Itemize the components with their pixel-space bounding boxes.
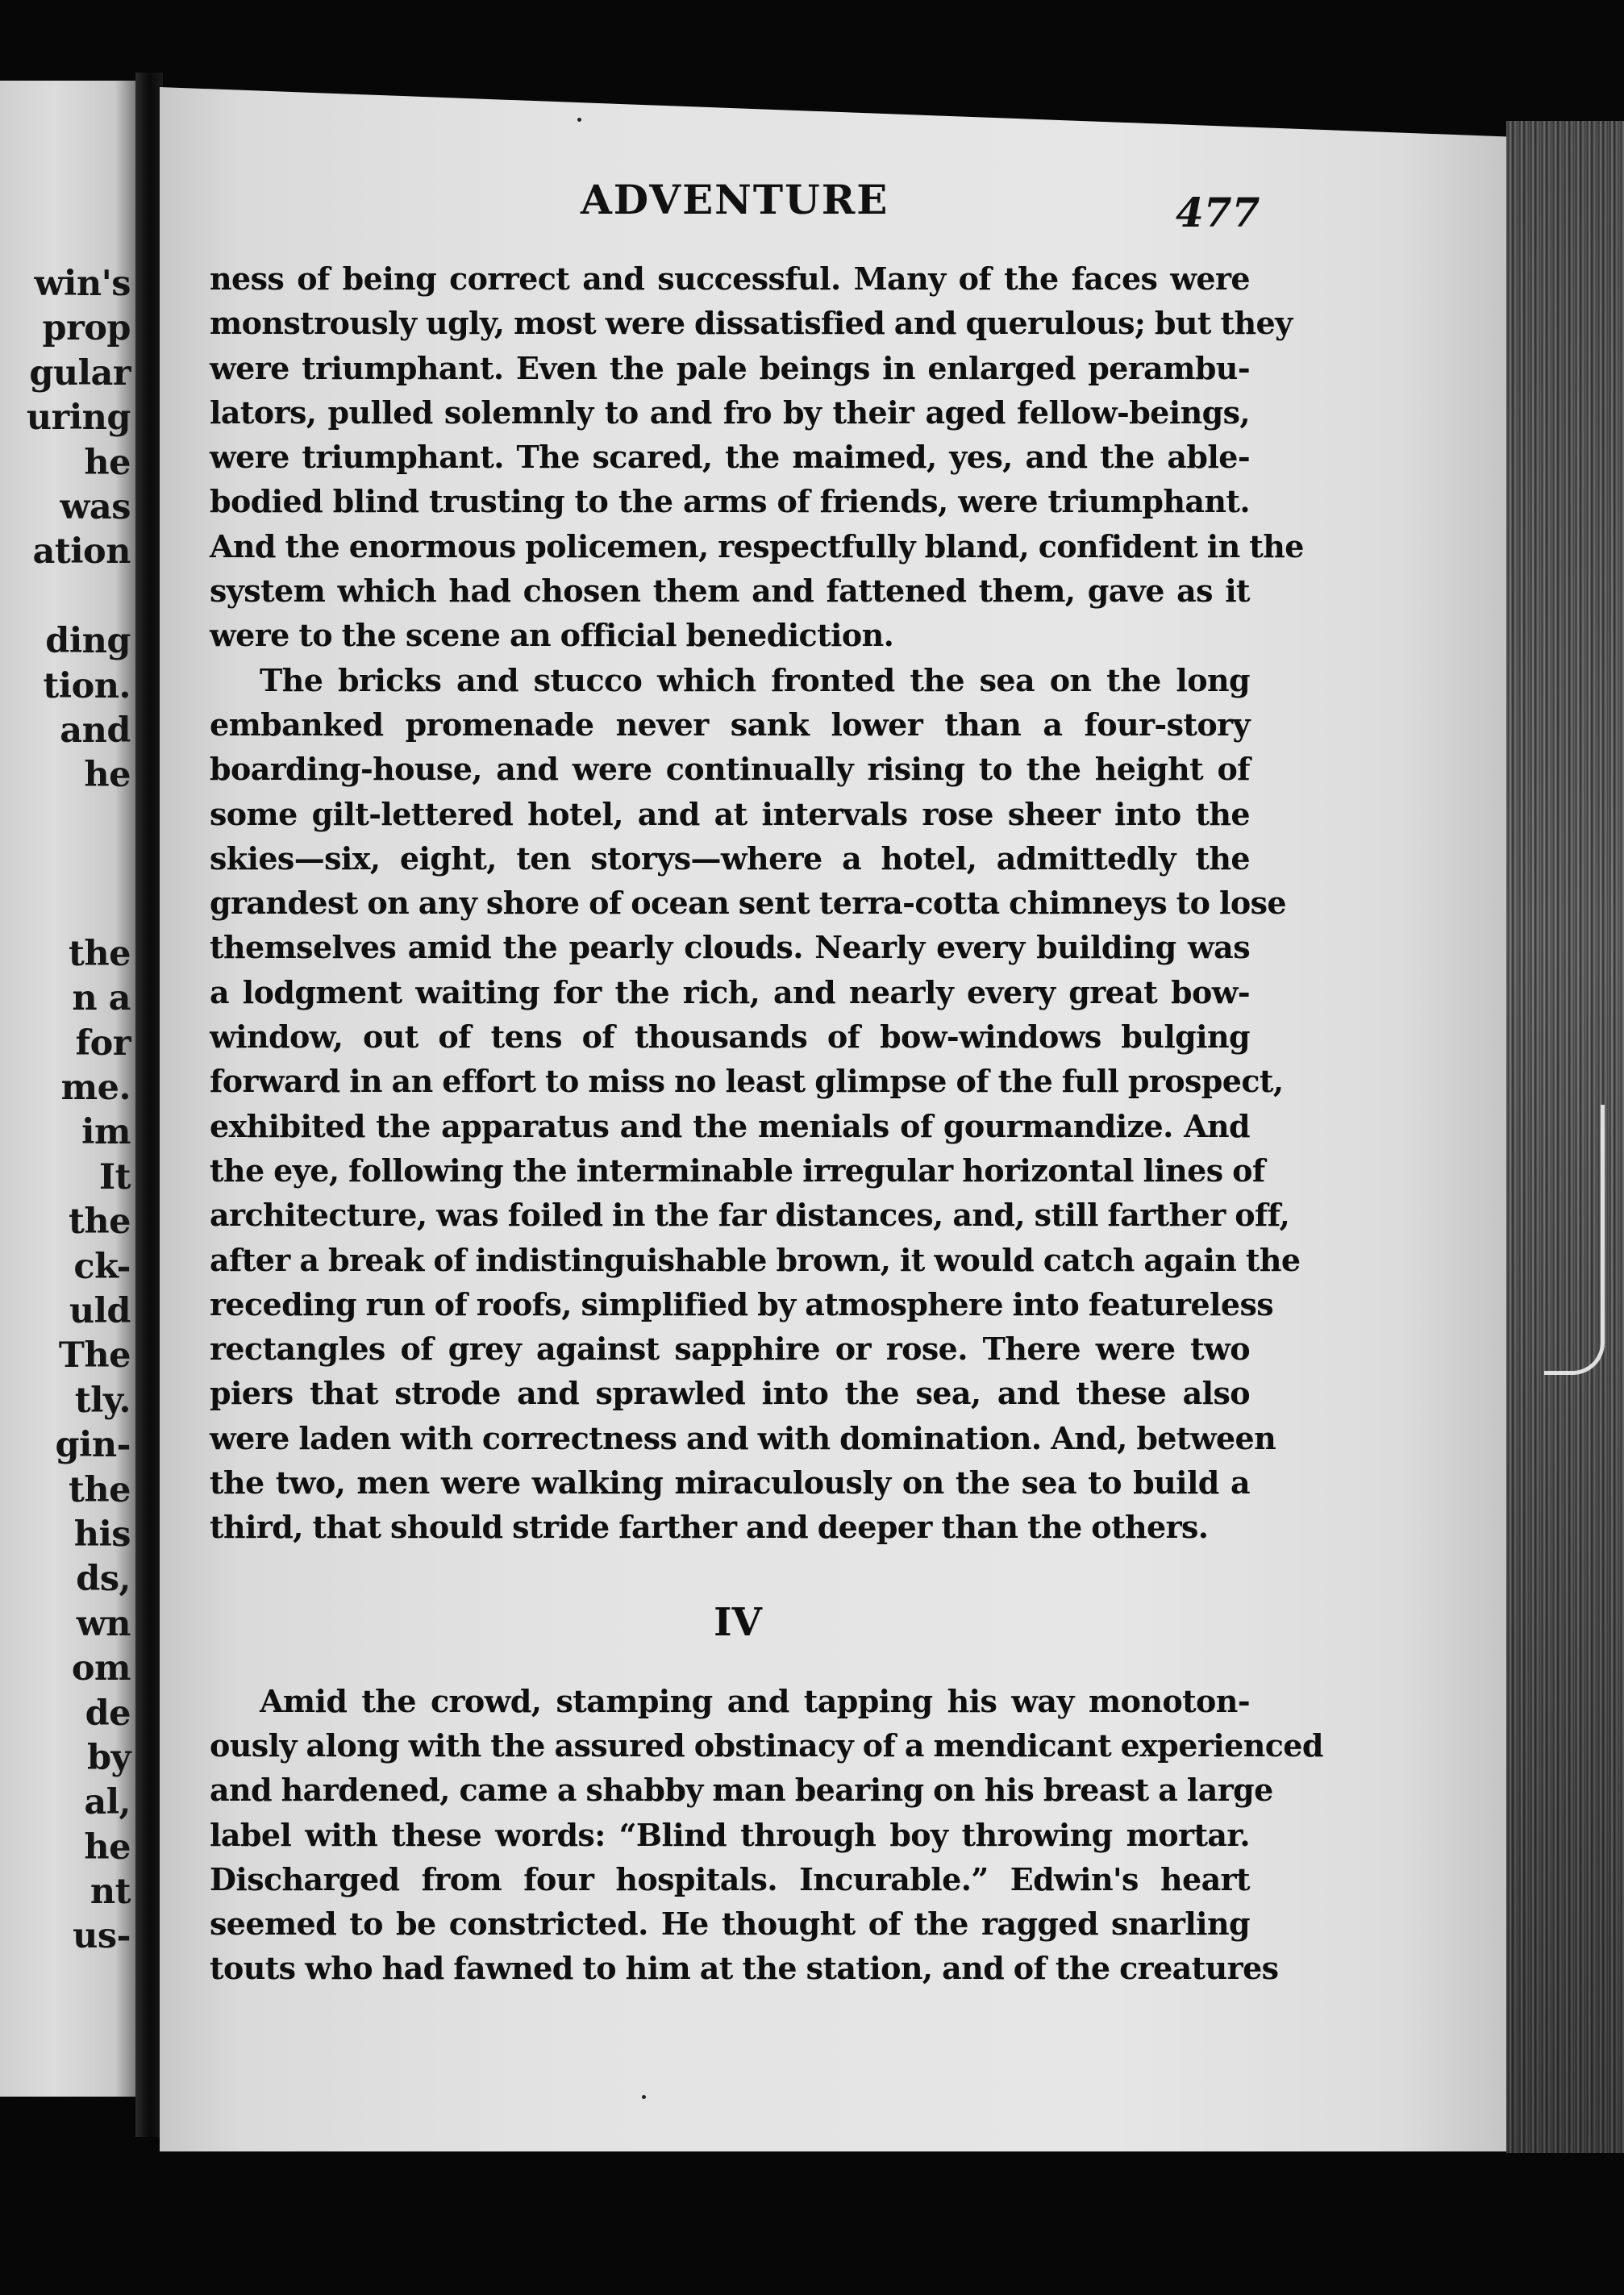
text-line: themselves amid the pearly clouds. Nearly every building was xyxy=(210,929,1250,966)
facing-page-fragment: ding xyxy=(45,621,131,662)
facing-page-fragment: and xyxy=(60,710,131,751)
book-gutter xyxy=(135,73,163,2137)
text-line: ously along with the assured obstinacy of a mendicant experienced xyxy=(210,1726,1323,1764)
facing-page-fragment: It xyxy=(99,1156,131,1197)
paragraph-1 xyxy=(210,256,1304,658)
paragraph-3 xyxy=(210,1679,1323,1991)
facing-page-fragment: gular xyxy=(29,352,131,394)
facing-page-fragments xyxy=(27,262,131,1960)
facing-page-fragment: win's xyxy=(34,264,131,304)
text-line: window, out of tens of thousands of bow-windows bulging xyxy=(210,1018,1250,1056)
facing-page-fragment: he xyxy=(84,755,131,796)
text-line: seemed to be constricted. He thought of the ragged snarling xyxy=(210,1906,1250,1943)
text-line: were triumphant. Even the pale beings in enlarged perambu- xyxy=(210,349,1250,386)
text-line: the eye, following the interminable irregular horizontal lines of xyxy=(210,1152,1265,1189)
speck xyxy=(577,118,581,122)
facing-page-fragment: ck- xyxy=(73,1246,131,1287)
facing-page-fragment: gin- xyxy=(55,1425,131,1466)
facing-page-fragment: ds, xyxy=(76,1559,131,1600)
text-line: and hardened, came a shabby man bearing on his breast a large xyxy=(210,1772,1273,1809)
facing-page-fragment: im xyxy=(81,1112,131,1153)
facing-page-fragment: me. xyxy=(60,1068,131,1109)
facing-page-fragment: al, xyxy=(84,1782,131,1823)
text-line: touts who had fawned to him at the station, and of the creatures xyxy=(210,1950,1279,1987)
text-line: third, that should stride farther and deeper than the others. xyxy=(210,1509,1209,1546)
text-line: Discharged from four hospitals. Incurable.” Edwin's heart xyxy=(210,1860,1250,1897)
running-title: ADVENTURE xyxy=(581,176,889,223)
facing-page-left xyxy=(0,81,135,2097)
facing-page-fragment: tly. xyxy=(74,1380,131,1421)
facing-page-fragment: n a xyxy=(72,978,131,1019)
edge-mark xyxy=(1544,1105,1605,1375)
facing-page-fragment: the xyxy=(69,1202,131,1243)
facing-page-fragment: uring xyxy=(26,398,131,439)
facing-page-fragment xyxy=(27,798,131,843)
text-line: grandest on any shore of ocean sent terra-cotta chimneys to lose xyxy=(210,885,1286,922)
facing-page-fragment: wn xyxy=(76,1603,131,1644)
text-line: embanked promenade never sank lower than a four-story xyxy=(210,706,1250,743)
text-line: rectangles of grey against sapphire or rose. There were two xyxy=(210,1331,1250,1368)
text-line: were triumphant. The scared, the maimed, yes, and the able- xyxy=(210,439,1250,476)
facing-page-fragment: om xyxy=(71,1648,131,1689)
text-line: monstrously ugly, most were dissatisfied and querulous; but they xyxy=(210,305,1293,342)
body-text xyxy=(210,256,1323,1991)
facing-page-fragment: the xyxy=(69,1469,131,1510)
text-line: forward in an effort to miss no least glimpse of the full prospect, xyxy=(210,1063,1284,1100)
text-line: bodied blind trusting to the arms of friends, were triumphant. xyxy=(210,483,1250,520)
text-line: The bricks and stucco which fronted the sea on the long xyxy=(260,661,1250,698)
text-line: after a break of indistinguishable brown, it would catch again the xyxy=(210,1241,1301,1278)
text-line: were to the scene an official benediction. xyxy=(210,617,894,654)
text-line: a lodgment waiting for the rich, and nearly every great bow- xyxy=(210,973,1250,1010)
facing-page-fragment: by xyxy=(86,1737,131,1778)
facing-page-fragment: he xyxy=(84,442,131,483)
text-line: And the enormous policemen, respectfully bland, confident in the xyxy=(210,527,1304,564)
page-header xyxy=(160,176,1508,236)
facing-page-fragment: for xyxy=(75,1023,131,1064)
text-line: exhibited the apparatus and the menials of gourmandize. And xyxy=(210,1107,1250,1144)
facing-page-fragment: the xyxy=(69,933,131,974)
page-number: 477 xyxy=(1176,189,1260,236)
text-line: architecture, was foiled in the far distances, and, still farther off, xyxy=(210,1197,1290,1234)
facing-page-fragment xyxy=(27,887,131,931)
facing-page-fragment: he xyxy=(84,1826,131,1868)
facing-page-fragment: ation xyxy=(32,531,131,573)
facing-page-fragment xyxy=(27,843,131,887)
facing-page-fragment: his xyxy=(73,1514,131,1555)
facing-page-fragment: The xyxy=(58,1335,131,1377)
text-line: lators, pulled solemnly to and fro by their aged fellow-beings, xyxy=(210,394,1250,431)
text-line: the two, men were walking miraculously on the sea to build a xyxy=(210,1464,1250,1502)
facing-page-fragment: prop xyxy=(42,308,131,349)
text-line: ness of being correct and successful. Many of the faces were xyxy=(210,260,1250,297)
text-line: Amid the crowd, stamping and tapping his way monoton- xyxy=(260,1682,1250,1719)
text-line: some gilt-lettered hotel, and at intervals rose sheer into the xyxy=(210,795,1250,832)
facing-page-fragment xyxy=(27,575,131,619)
section-heading: IV xyxy=(714,1599,762,1645)
facing-page-fragment: tion. xyxy=(43,665,131,706)
text-line: piers that strode and sprawled into the sea, and these also xyxy=(210,1375,1250,1412)
facing-page-fragment: uld xyxy=(69,1290,131,1331)
paragraph-2 xyxy=(210,658,1301,1550)
speck xyxy=(642,2095,646,2099)
facing-page-fragment: us- xyxy=(73,1916,131,1957)
facing-page-fragment: de xyxy=(85,1693,131,1734)
text-line: label with these words: “Blind through boy throwing mortar. xyxy=(210,1816,1250,1853)
facing-page-fragment: nt xyxy=(90,1872,131,1913)
text-line: skies—six, eight, ten storys—where a hotel, admittedly the xyxy=(210,839,1250,877)
text-line: were laden with correctness and with domination. And, between xyxy=(210,1419,1276,1456)
facing-page-fragment: was xyxy=(60,486,131,527)
text-line: receding run of roofs, simplified by atmosphere into featureless xyxy=(210,1285,1274,1322)
text-line: boarding-house, and were continually rising to the height of xyxy=(210,751,1250,788)
text-line: system which had chosen them and fattened them, gave as it xyxy=(210,573,1250,610)
